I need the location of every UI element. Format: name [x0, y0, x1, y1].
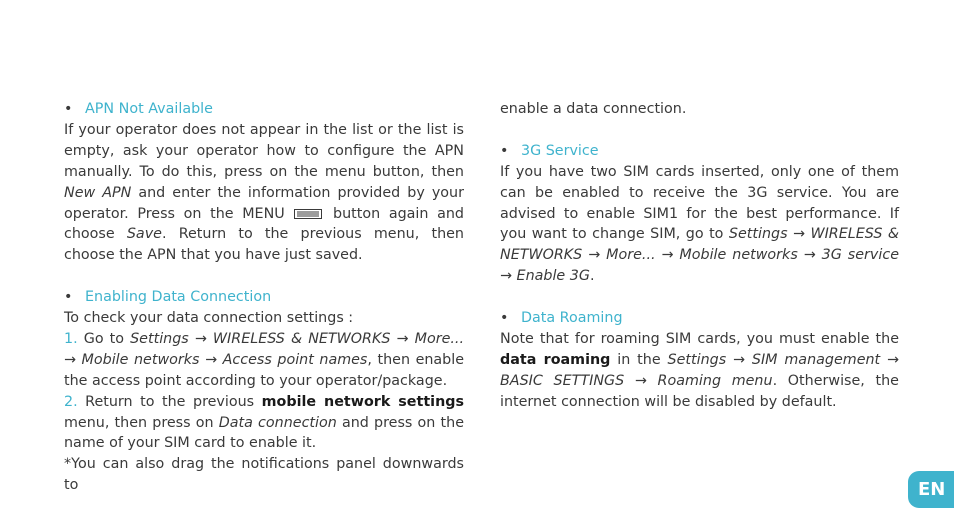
- data-connection-text: Data connection: [218, 414, 337, 431]
- mobile-network-settings-text: mobile network settings: [261, 393, 464, 410]
- note: *You can also drag the notifications panel downwards to: [64, 456, 464, 494]
- mobile-networks-text: Mobile networks: [679, 247, 798, 264]
- text: .: [589, 268, 595, 285]
- 3g-paragraph: [500, 162, 899, 287]
- text: . Return to the previous menu, then choose the APN that you have just saved.: [64, 226, 464, 264]
- text: Note that for roaming SIM cards, you must enable the: [500, 330, 899, 347]
- more-text: More...: [414, 330, 465, 347]
- step-1: [64, 329, 464, 392]
- arrow-icon: →: [64, 351, 76, 368]
- save-text: Save: [126, 226, 162, 243]
- arrow-icon: →: [205, 351, 218, 368]
- step-2: [64, 392, 464, 455]
- new-apn-text: New APN: [64, 184, 132, 201]
- sim-management-text: SIM management: [751, 351, 881, 368]
- continuation: enable a data connection.: [500, 101, 687, 117]
- roaming-heading: [500, 308, 899, 329]
- text: , then enable the access point according to your operator/package.: [64, 351, 465, 389]
- arrow-icon: →: [733, 351, 746, 368]
- text: and press on the name of your SIM card to enable it.: [64, 414, 464, 452]
- enabling-title: Enabling Data Connection: [85, 289, 272, 306]
- apn-paragraph: [64, 120, 464, 266]
- arrow-icon: →: [500, 268, 512, 285]
- access-point-text: Access point names: [222, 351, 368, 368]
- step-number: 2.: [64, 393, 78, 410]
- bullet: •: [64, 101, 73, 117]
- settings-text: Settings: [728, 226, 788, 243]
- roaming-title: Data Roaming: [521, 310, 623, 327]
- menu-icon: [294, 209, 322, 219]
- mobile-networks-text: Mobile networks: [81, 351, 200, 368]
- roaming-paragraph: [500, 329, 899, 413]
- text: menu, then press on: [64, 414, 219, 431]
- right-column: [500, 99, 899, 413]
- 3g-heading: [500, 141, 899, 162]
- data-roaming-text: data roaming: [500, 351, 611, 368]
- text: . Otherwise, the internet connection will be disabled by default.: [500, 372, 899, 410]
- arrow-icon: →: [194, 330, 207, 347]
- roaming-menu-text: Roaming menu: [657, 372, 773, 389]
- bullet: •: [500, 142, 509, 159]
- arrow-icon: →: [803, 247, 816, 264]
- settings-text: Settings: [667, 351, 727, 368]
- spacer: [500, 287, 899, 308]
- text: Return to the previous: [77, 393, 262, 410]
- arrow-icon: →: [634, 372, 647, 389]
- basic-settings-text: BASIC SETTINGS: [500, 372, 625, 389]
- text: Go to: [77, 330, 131, 347]
- spacer: [64, 266, 464, 287]
- wireless-text: WIRELESS & NETWORKS: [212, 330, 391, 347]
- enable-3g-text: Enable 3G: [516, 268, 590, 285]
- 3g-service-text: 3G service: [821, 247, 900, 264]
- enabling-heading: [64, 287, 464, 308]
- apn-title: APN Not Available: [85, 101, 213, 117]
- text: in the: [610, 351, 668, 368]
- text: and enter the information provided by your operator. Press on the MENU: [64, 184, 464, 222]
- arrow-icon: →: [887, 351, 900, 368]
- bullet: •: [500, 310, 509, 327]
- enabling-intro: To check your data connection settings :: [64, 310, 354, 327]
- text: If your operator does not appear in the list or the list is empty, ask your operator how to configure the APN manually. To do this, press on the menu button, then: [64, 121, 464, 180]
- spacer: [500, 120, 899, 141]
- 3g-title: 3G Service: [521, 142, 599, 159]
- arrow-icon: →: [396, 330, 409, 347]
- language-badge: EN: [908, 471, 954, 508]
- bullet: •: [64, 289, 73, 306]
- settings-text: Settings: [130, 330, 189, 347]
- apn-heading: [64, 99, 464, 120]
- arrow-icon: →: [588, 247, 601, 264]
- text: If you have two SIM cards inserted, only one of them can be enabled to receive the 3G service. You are advised to enable SIM1 for the best performance. If you want to change SIM, go to: [500, 163, 899, 243]
- arrow-icon: →: [793, 226, 805, 243]
- wireless-text: WIRELESS & NETWORKS: [500, 226, 900, 264]
- arrow-icon: →: [661, 247, 674, 264]
- step-number: 1.: [64, 330, 78, 347]
- left-column: [64, 99, 464, 496]
- text: button again and choose: [64, 205, 464, 243]
- more-text: More...: [606, 247, 656, 264]
